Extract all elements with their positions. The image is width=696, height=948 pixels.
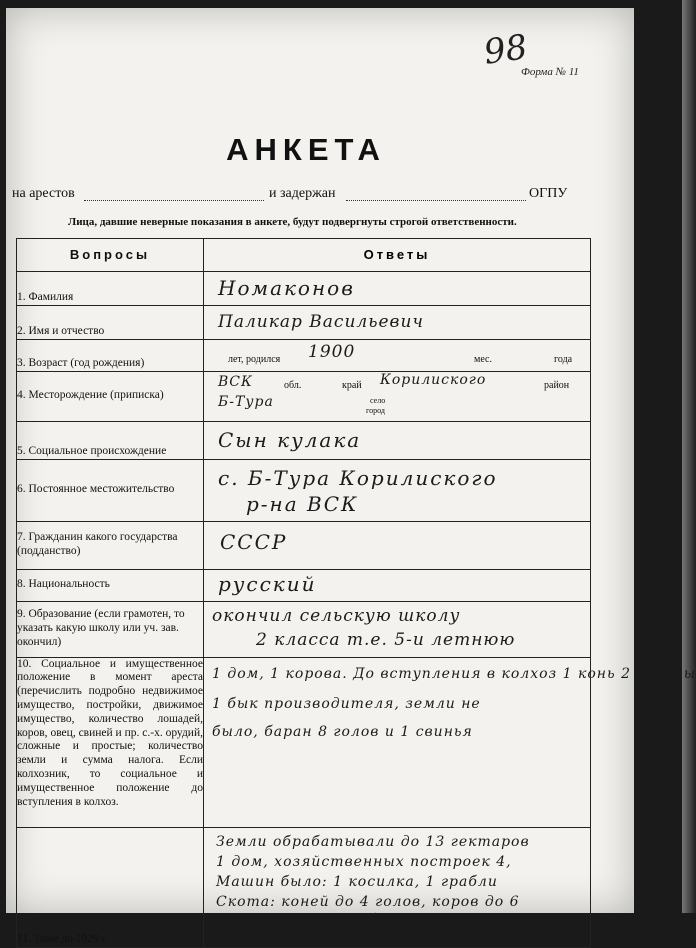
answer-text: р-на ВСК	[246, 491, 359, 516]
question-label: 10. Социальное и имущественное положение в момент ареста (перечислить подробно недвижимое имущество, постройки, движимое имущество, количество лошадей, коров, овец, свиней и пр. с.-х. орудий, сложные и простые; количество земли и сумма налога. Если колхозник, то социальное и имущественное положение до вступления в колхоз.	[17, 657, 204, 827]
answer-text: Номаконов	[218, 275, 355, 300]
answer-text: 1900	[308, 341, 356, 362]
answer-text: русский	[218, 571, 317, 596]
table-row	[17, 339, 591, 371]
printed-text: лет, родился	[228, 353, 281, 365]
questionnaire-table	[16, 238, 696, 948]
answer-text: было 18 голов, свиней 2	[216, 929, 418, 946]
table-row	[17, 601, 591, 657]
document-sheet	[6, 8, 696, 946]
fill-line	[84, 200, 264, 201]
printed-text: обл.	[284, 379, 302, 391]
questions-header: Вопросы	[69, 247, 151, 262]
question-label: 2. Имя и отчество	[17, 305, 204, 339]
table-row	[17, 657, 591, 827]
answer-text: Корилиского	[380, 371, 487, 388]
subtitle-middle: и задержан	[269, 186, 336, 201]
table-row	[17, 421, 591, 459]
question-label: 5. Социальное происхождение	[17, 421, 204, 459]
printed-text: года	[554, 353, 573, 365]
answer-text: 1 дом, 1 корова. До вступления в колхоз 1 конь 2 коровы	[212, 665, 696, 682]
answer-text: с. Б-Тура Корилиского	[218, 465, 498, 490]
question-label: 11. Тоже до 1929 г.	[17, 827, 204, 947]
answer-text: Машин было: 1 косилка, 1 грабли	[216, 873, 498, 890]
subtitle-prefix: на арестов	[12, 186, 75, 201]
answer-text: Сын кулака	[218, 427, 362, 452]
answer-text: Земли обрабатывали до 13 гектаров	[216, 833, 530, 850]
answer-text: голов 4 головы, 1 бык производитель	[216, 911, 533, 928]
question-label: 7. Гражданин какого государства (подданство)	[17, 521, 204, 569]
page-number: 98	[481, 27, 530, 73]
table-row	[17, 827, 591, 947]
printed-text: село	[370, 395, 386, 405]
answer-text: ВСК	[218, 373, 253, 390]
table-row	[17, 271, 591, 305]
printed-text: край	[342, 379, 362, 391]
answer-text: Скота: коней до 4 голов, коров до 6	[216, 893, 520, 910]
page-edge	[682, 0, 696, 913]
table-row	[17, 521, 591, 569]
table-row	[17, 569, 591, 601]
answer-text: окончил сельскую школу	[212, 605, 461, 626]
question-label: 6. Постоянное местожительство	[17, 459, 204, 521]
answer-text: Б-Тура	[218, 393, 274, 410]
table-row	[17, 459, 591, 521]
question-label: 9. Образование (если грамотен, то указать какую школу или уч. зав. окончил)	[17, 601, 204, 657]
question-label: 3. Возраст (год рождения)	[17, 339, 204, 371]
table-header-row	[17, 239, 591, 272]
question-label: 8. Национальность	[17, 569, 204, 601]
answer-text: 1 дом, хозяйственных построек 4,	[216, 853, 512, 870]
answer-text: 1 бык производителя, земли не	[212, 695, 481, 712]
answer-text: 2 класса т.е. 5-и летнюю	[256, 629, 516, 650]
answers-header: Ответы	[363, 247, 431, 262]
printed-text: город	[366, 405, 385, 415]
warning-text: Лица, давшие неверные показания в анкете, будут подвергнуты строгой ответственности.	[68, 216, 517, 228]
printed-text: район	[544, 379, 570, 391]
table-row	[17, 305, 591, 339]
question-label: 1. Фамилия	[17, 271, 204, 305]
subtitle-suffix: ОГПУ	[529, 186, 568, 201]
fill-line	[346, 200, 526, 201]
answer-text: Паликар Васильевич	[218, 311, 424, 332]
form-number: Форма № 11	[521, 66, 579, 78]
answer-text: было, баран 8 голов и 1 свинья	[212, 723, 473, 740]
table-row	[17, 371, 591, 421]
question-label: 4. Месторождение (приписка)	[17, 371, 204, 421]
printed-text: мес.	[474, 353, 492, 365]
document-title: АНКЕТА	[226, 132, 386, 167]
answer-text: СССР	[220, 529, 288, 554]
